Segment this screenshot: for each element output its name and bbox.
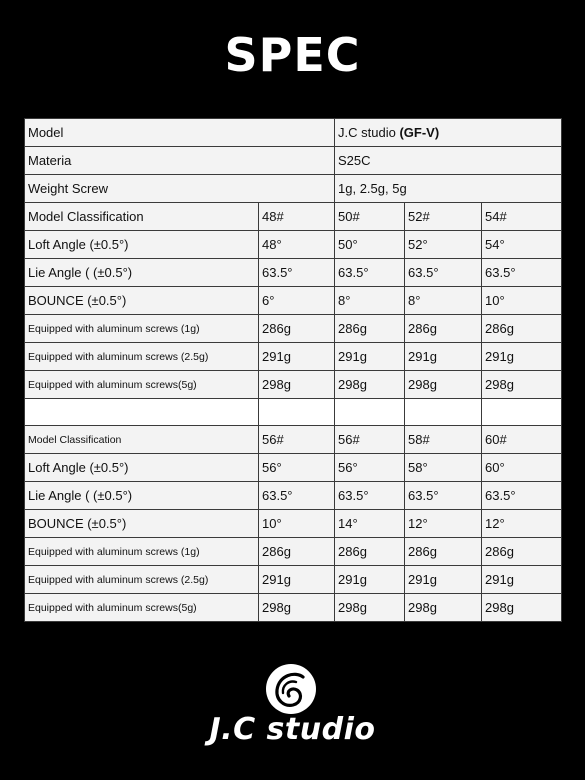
- spec-row-label: Equipped with aluminum screws(5g): [25, 594, 259, 622]
- material-value: S25C: [335, 147, 562, 175]
- material-label: Materia: [25, 147, 335, 175]
- spec-value-cell: 54#: [482, 203, 562, 231]
- spec-value-cell: 286g: [482, 315, 562, 343]
- spec-row-label: Equipped with aluminum screws(5g): [25, 371, 259, 399]
- spec-value-cell: 14°: [335, 510, 405, 538]
- spec-value-cell: 52°: [405, 231, 482, 259]
- model-value-cell: [335, 119, 562, 147]
- spec-value-cell: 63.5°: [405, 259, 482, 287]
- spec-row-label: Lie Angle ( (±0.5°): [25, 259, 259, 287]
- spec-value-cell: 10°: [482, 287, 562, 315]
- empty-cell: [405, 399, 482, 426]
- spec-row-label: Loft Angle (±0.5°): [25, 454, 259, 482]
- spec-row: [25, 203, 562, 231]
- spec-value-cell: 6°: [259, 287, 335, 315]
- spec-row: [25, 315, 562, 343]
- spec-row-separator: [25, 399, 562, 426]
- spec-row-label: Loft Angle (±0.5°): [25, 231, 259, 259]
- model-value: J.C studio: [338, 125, 400, 140]
- spec-value-cell: 286g: [405, 315, 482, 343]
- spec-value-cell: 291g: [335, 566, 405, 594]
- spec-value-cell: 50°: [335, 231, 405, 259]
- spec-value-cell: 12°: [405, 510, 482, 538]
- spec-value-cell: 56°: [259, 454, 335, 482]
- spec-value-cell: 291g: [259, 343, 335, 371]
- spec-row: [25, 538, 562, 566]
- spec-row-label: Lie Angle ( (±0.5°): [25, 482, 259, 510]
- spec-value-cell: 286g: [259, 538, 335, 566]
- spec-value-cell: 298g: [259, 371, 335, 399]
- spec-value-cell: 48°: [259, 231, 335, 259]
- spec-value-cell: 8°: [405, 287, 482, 315]
- spec-row: [25, 566, 562, 594]
- spec-table: [24, 118, 562, 622]
- spec-value-cell: 63.5°: [259, 259, 335, 287]
- spec-value-cell: 54°: [482, 231, 562, 259]
- spec-value-cell: 56#: [335, 426, 405, 454]
- empty-cell: [335, 399, 405, 426]
- spec-value-cell: 60#: [482, 426, 562, 454]
- spec-row: [25, 510, 562, 538]
- spec-value-cell: 291g: [482, 566, 562, 594]
- spec-value-cell: 63.5°: [405, 482, 482, 510]
- spec-row: [25, 259, 562, 287]
- spec-value-cell: 286g: [405, 538, 482, 566]
- spec-value-cell: 63.5°: [482, 482, 562, 510]
- spec-value-cell: 298g: [405, 371, 482, 399]
- spec-row: [25, 287, 562, 315]
- spec-value-cell: 63.5°: [335, 259, 405, 287]
- spec-row-label: Equipped with aluminum screws (2.5g): [25, 343, 259, 371]
- spec-row: [25, 343, 562, 371]
- spec-value-cell: 291g: [259, 566, 335, 594]
- spec-row: [25, 594, 562, 622]
- spec-value-cell: 56°: [335, 454, 405, 482]
- spec-value-cell: 298g: [405, 594, 482, 622]
- spec-value-cell: 50#: [335, 203, 405, 231]
- spec-value-cell: 10°: [259, 510, 335, 538]
- empty-cell: [259, 399, 335, 426]
- spec-value-cell: 60°: [482, 454, 562, 482]
- weight-screw-label: Weight Screw: [25, 175, 335, 203]
- spec-row-model: [25, 119, 562, 147]
- spec-row-label: Equipped with aluminum screws (1g): [25, 315, 259, 343]
- spec-value-cell: 286g: [335, 315, 405, 343]
- spec-value-cell: 48#: [259, 203, 335, 231]
- swirl-icon: [265, 663, 317, 715]
- spec-row-label: BOUNCE (±0.5°): [25, 287, 259, 315]
- spec-row: [25, 231, 562, 259]
- spec-value-cell: 63.5°: [335, 482, 405, 510]
- spec-row: [25, 426, 562, 454]
- spec-row-material: [25, 147, 562, 175]
- spec-value-cell: 298g: [482, 594, 562, 622]
- spec-value-cell: 286g: [482, 538, 562, 566]
- spec-value-cell: 12°: [482, 510, 562, 538]
- spec-value-cell: 63.5°: [259, 482, 335, 510]
- spec-row: [25, 482, 562, 510]
- spec-value-cell: 291g: [482, 343, 562, 371]
- weight-screw-value: 1g, 2.5g, 5g: [335, 175, 562, 203]
- empty-cell: [25, 399, 259, 426]
- spec-value-cell: 58°: [405, 454, 482, 482]
- spec-value-cell: 298g: [259, 594, 335, 622]
- spec-row-label: BOUNCE (±0.5°): [25, 510, 259, 538]
- spec-value-cell: 298g: [335, 594, 405, 622]
- empty-cell: [482, 399, 562, 426]
- spec-row-label: Model Classification: [25, 426, 259, 454]
- spec-value-cell: 298g: [335, 371, 405, 399]
- spec-value-cell: 298g: [482, 371, 562, 399]
- spec-table-body: [25, 119, 562, 622]
- model-label: Model: [25, 119, 335, 147]
- spec-value-cell: 52#: [405, 203, 482, 231]
- model-code: (GF-V): [399, 125, 440, 140]
- spec-row-weight-screw: [25, 175, 562, 203]
- spec-row: [25, 454, 562, 482]
- spec-value-cell: 286g: [335, 538, 405, 566]
- spec-row: [25, 371, 562, 399]
- page-title: SPEC: [224, 28, 361, 82]
- spec-value-cell: 58#: [405, 426, 482, 454]
- spec-value-cell: 8°: [335, 287, 405, 315]
- spec-value-cell: 291g: [405, 343, 482, 371]
- spec-value-cell: 56#: [259, 426, 335, 454]
- spec-value-cell: 291g: [405, 566, 482, 594]
- spec-row-label: Model Classification: [25, 203, 259, 231]
- spec-row-label: Equipped with aluminum screws (2.5g): [25, 566, 259, 594]
- spec-row-label: Equipped with aluminum screws (1g): [25, 538, 259, 566]
- brand-name: J.C studio: [209, 712, 376, 747]
- spec-value-cell: 63.5°: [482, 259, 562, 287]
- spec-value-cell: 291g: [335, 343, 405, 371]
- spec-value-cell: 286g: [259, 315, 335, 343]
